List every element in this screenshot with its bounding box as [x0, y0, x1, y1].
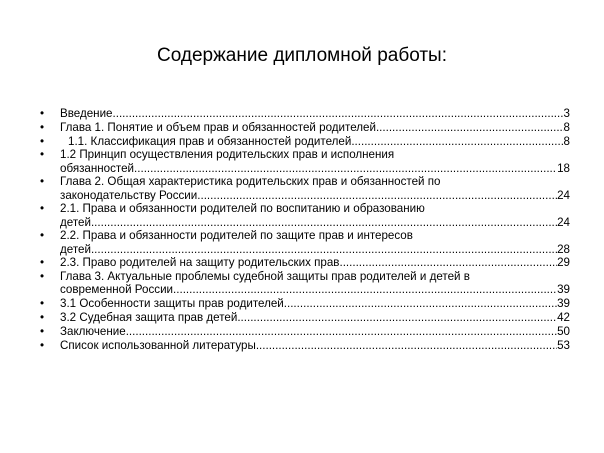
dot-leader [237, 311, 557, 324]
toc-entry-text: 1.1. Классификация прав и обязанностей родителей [68, 134, 352, 148]
toc-entry [40, 297, 570, 310]
bullet-icon: • [40, 229, 45, 243]
dot-leader [256, 339, 557, 352]
toc-entry-text: Список использованной литературы [60, 338, 256, 352]
toc-entry-text: Введение [60, 107, 113, 120]
dot-leader [126, 325, 557, 338]
toc-page-number: 24 [557, 215, 570, 229]
dot-leader [173, 283, 557, 296]
toc-entry [40, 107, 570, 120]
toc-page-number: 53 [557, 338, 570, 352]
bullet-icon: • [40, 120, 45, 134]
dot-leader [197, 189, 557, 202]
bullet-icon: • [40, 310, 45, 324]
toc-entry-text: детей [60, 215, 91, 229]
bullet-icon: • [40, 297, 45, 311]
page-title: Содержание дипломной работы: [157, 45, 447, 66]
toc-entry-text: детей [60, 242, 91, 256]
toc-entry-text: 3.1 Особенности защиты прав родителей [60, 297, 284, 311]
toc-page-number: 29 [557, 256, 570, 270]
toc-entry [40, 339, 570, 352]
toc-entry-text: современной России [60, 283, 174, 297]
toc-entry-text: 3.2 Судебная защита прав детей [60, 310, 238, 324]
bullet-icon: • [40, 134, 45, 148]
toc-page-number: 24 [557, 188, 570, 202]
bullet-icon: • [40, 107, 45, 120]
toc-page-number: 39 [557, 283, 570, 297]
toc-entry [40, 121, 570, 134]
toc-entry [40, 256, 570, 269]
dot-leader [376, 121, 564, 134]
bullet-icon: • [40, 256, 45, 270]
bullet-icon: • [40, 175, 45, 189]
toc-entry-text: 2.2. Права и обязанности родителей по защите прав и интересов [60, 229, 413, 243]
toc-entry [40, 325, 570, 338]
toc-entry-text: Заключение [60, 324, 126, 338]
toc-page-number: 8 [563, 120, 570, 134]
toc-page-number: 8 [563, 134, 570, 148]
toc-entry [40, 148, 570, 174]
dot-leader [284, 297, 557, 310]
dot-leader [91, 243, 557, 256]
bullet-icon: • [40, 148, 45, 162]
dot-leader [351, 135, 563, 148]
dot-leader [339, 256, 557, 269]
toc-entry-text: обязанностей [60, 161, 135, 175]
toc-entry-text: Глава 2. Общая характеристика родительских прав и обязанностей по [60, 175, 441, 189]
bullet-icon: • [40, 270, 45, 284]
toc-entry [40, 135, 570, 148]
toc-entry [40, 175, 570, 201]
toc-page-number: 28 [557, 242, 570, 256]
toc-entry-text: Глава 3. Актуальные проблемы судебной защиты прав родителей и детей в [60, 270, 470, 284]
toc-entry [40, 270, 570, 296]
bullet-icon: • [40, 202, 45, 216]
toc-entry-text: 2.1. Права и обязанности родителей по воспитанию и образованию [60, 202, 425, 216]
toc-page-number: 18 [557, 161, 570, 175]
toc-entry-text: 1.2 Принцип осуществления родительских прав и исполнения [60, 148, 395, 162]
toc-entry-text: законодательству России [60, 188, 198, 202]
toc-page-number: 39 [557, 297, 570, 311]
dot-leader [91, 216, 557, 229]
bullet-icon: • [40, 338, 45, 352]
table-of-contents [40, 107, 570, 352]
toc-entry [40, 229, 570, 255]
toc-page-number: 50 [557, 324, 570, 338]
dot-leader [113, 107, 564, 120]
toc-page-number: 3 [563, 107, 570, 120]
bullet-icon: • [40, 324, 45, 338]
dot-leader [134, 162, 557, 175]
toc-entry [40, 202, 570, 228]
toc-entry-text: 2.3. Право родителей на защиту родительских прав [60, 256, 340, 270]
toc-entry-text: Глава 1. Понятие и объем прав и обязанностей родителей [60, 120, 376, 134]
toc-entry [40, 311, 570, 324]
toc-page-number: 42 [557, 310, 570, 324]
